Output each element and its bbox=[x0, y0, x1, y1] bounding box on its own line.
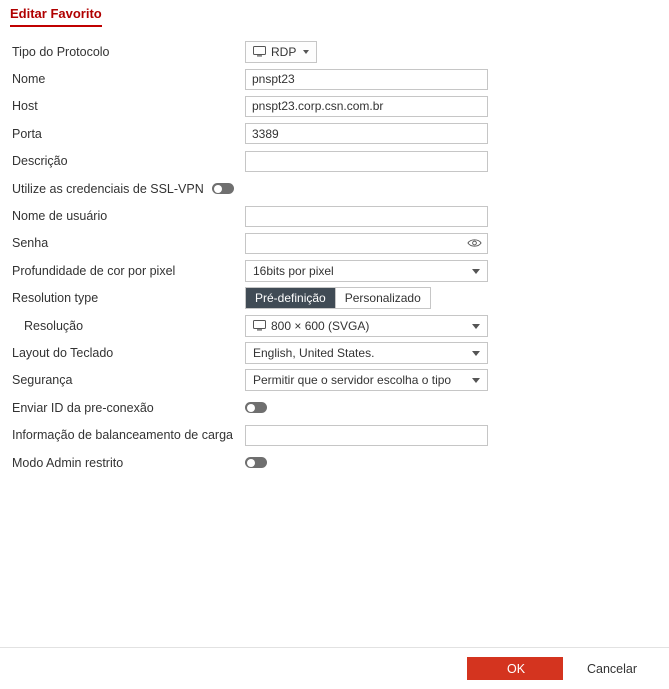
row-port bbox=[0, 120, 669, 147]
row-username bbox=[0, 202, 669, 229]
label-restricted-admin: Modo Admin restrito bbox=[12, 455, 124, 470]
color-depth-select[interactable] bbox=[245, 260, 488, 282]
chevron-down-icon bbox=[303, 50, 309, 54]
protocol-type-dropdown[interactable] bbox=[245, 41, 317, 63]
keyboard-layout-value: English, United States. bbox=[253, 345, 375, 360]
label-preconnection-id: Enviar ID da pre-conexão bbox=[12, 400, 154, 415]
row-restricted-admin bbox=[0, 449, 669, 476]
label-protocol: Tipo do Protocolo bbox=[12, 44, 110, 59]
monitor-icon bbox=[253, 46, 266, 57]
chevron-down-icon bbox=[472, 351, 480, 356]
page-title: Editar Favorito bbox=[10, 6, 102, 27]
toggle-knob bbox=[214, 185, 222, 193]
label-ssl-vpn: Utilize as credenciais de SSL-VPN bbox=[12, 181, 204, 196]
row-load-balance-info bbox=[0, 421, 669, 448]
label-resolution-type: Resolution type bbox=[12, 291, 99, 306]
row-host bbox=[0, 93, 669, 120]
row-color-depth bbox=[0, 257, 669, 284]
label-security: Segurança bbox=[12, 373, 73, 388]
toggle-knob bbox=[247, 459, 255, 467]
row-password bbox=[0, 230, 669, 257]
host-input[interactable] bbox=[245, 96, 488, 117]
ok-button[interactable]: OK bbox=[467, 657, 565, 680]
label-load-balance-info: Informação de balanceamento de carga bbox=[12, 428, 233, 443]
monitor-icon bbox=[253, 320, 266, 331]
label-description: Descrição bbox=[12, 154, 68, 169]
row-description bbox=[0, 148, 669, 175]
row-ssl-vpn bbox=[0, 175, 669, 202]
resolution-type-option-predefined[interactable]: Pré-definição bbox=[246, 288, 335, 308]
username-input[interactable] bbox=[245, 206, 488, 227]
row-preconnection-id bbox=[0, 394, 669, 421]
cancel-button[interactable]: Cancelar bbox=[563, 657, 661, 680]
color-depth-value: 16bits por pixel bbox=[253, 263, 334, 278]
label-password: Senha bbox=[12, 236, 49, 251]
row-resolution-type bbox=[0, 285, 669, 312]
resolution-type-option-custom[interactable]: Personalizado bbox=[335, 288, 430, 308]
edit-favorite-form bbox=[0, 38, 669, 634]
security-value: Permitir que o servidor escolha o tipo bbox=[253, 373, 452, 388]
label-resolution: Resolução bbox=[24, 318, 84, 333]
toggle-knob bbox=[247, 404, 255, 412]
security-select[interactable] bbox=[245, 369, 488, 391]
keyboard-layout-select[interactable] bbox=[245, 342, 488, 364]
label-name: Nome bbox=[12, 72, 46, 87]
load-balance-info-input[interactable] bbox=[245, 425, 488, 446]
label-color-depth: Profundidade de cor por pixel bbox=[12, 263, 176, 278]
dialog-footer bbox=[0, 647, 669, 689]
description-input[interactable] bbox=[245, 151, 488, 172]
row-keyboard-layout bbox=[0, 339, 669, 366]
protocol-type-value: RDP bbox=[271, 44, 297, 59]
chevron-down-icon bbox=[472, 378, 480, 383]
ssl-vpn-toggle[interactable] bbox=[212, 183, 234, 194]
resolution-select[interactable] bbox=[245, 315, 488, 337]
password-input[interactable] bbox=[245, 233, 488, 254]
row-security bbox=[0, 367, 669, 394]
chevron-down-icon bbox=[472, 324, 480, 329]
label-keyboard-layout: Layout do Teclado bbox=[12, 345, 114, 360]
chevron-down-icon bbox=[472, 269, 480, 274]
eye-icon[interactable] bbox=[467, 237, 482, 249]
label-username: Nome de usuário bbox=[12, 209, 108, 224]
row-name bbox=[0, 65, 669, 92]
restricted-admin-toggle[interactable] bbox=[245, 457, 267, 468]
row-protocol bbox=[0, 38, 669, 65]
resolution-type-segmented bbox=[245, 287, 431, 309]
name-input[interactable] bbox=[245, 69, 488, 90]
row-resolution bbox=[0, 312, 669, 339]
preconnection-id-toggle[interactable] bbox=[245, 402, 267, 413]
label-port: Porta bbox=[12, 126, 42, 141]
port-input[interactable] bbox=[245, 123, 488, 144]
resolution-value: 800 × 600 (SVGA) bbox=[271, 318, 370, 333]
label-host: Host bbox=[12, 99, 38, 114]
